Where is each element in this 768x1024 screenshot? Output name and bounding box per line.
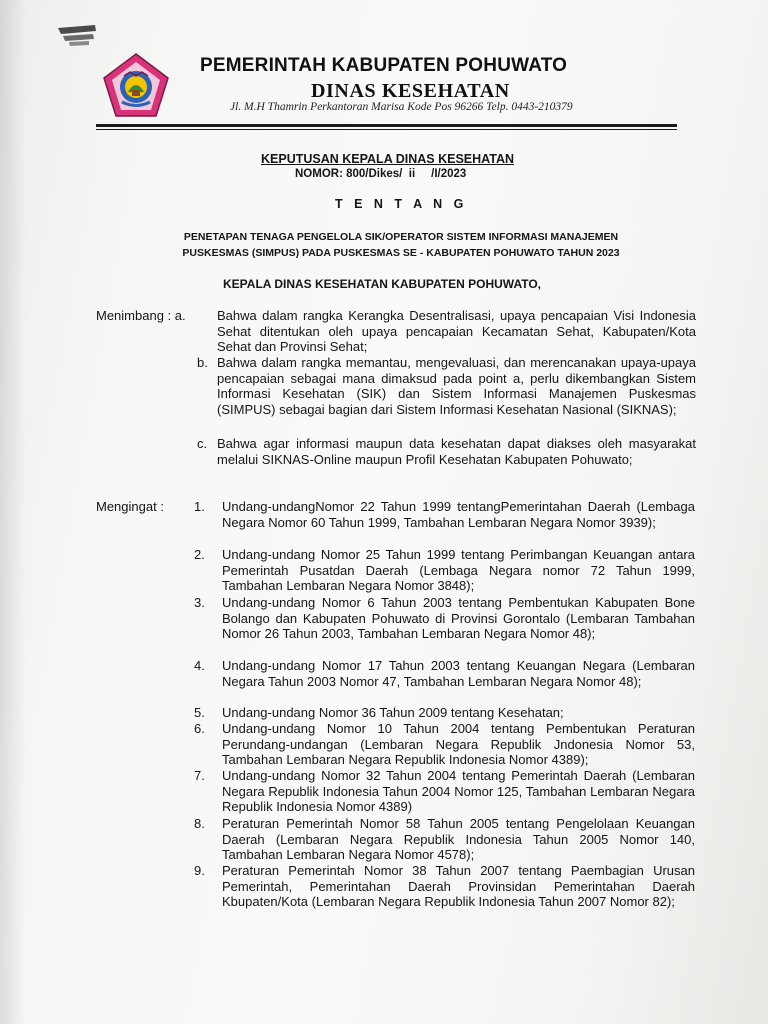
mengingat-marker-5: 5. bbox=[194, 705, 205, 720]
mengingat-item-1: Undang-undangNomor 22 Tahun 1999 tentangPemerintahan Daerah (Lembaga Negara Nomor 60 Tahun 1999, Tambahan Lembaran Negara Nomor 3939); bbox=[222, 499, 695, 530]
mengingat-item-3: Undang-undang Nomor 6 Tahun 2003 tentang Pembentukan Kabupaten Bone Bolango dan Kabupaten Pohuwato di Provinsi Gorontalo (Lembaran Tambahan Nomor 26 Tahun 2003, Tambahan Lembaran Negara Nomor 48); bbox=[222, 595, 695, 641]
menimbang-marker-c: c. bbox=[197, 436, 208, 451]
menimbang-item-b: Bahwa dalam rangka memantau, mengevaluasi, dan merencanakan upaya-upaya pencapaian sebagai mana dimaksud pada point a, perlu dikembangkan Sistem Informasi Kesehatan (SIK) dan Sistem Informasi Manajemen Puskesmas (SIMPUS) sebagai bagian dari Sistem Informasi Kesehatan Nasional (SIKNAS); bbox=[217, 355, 696, 417]
mengingat-marker-9: 9. bbox=[194, 863, 205, 878]
mengingat-marker-7: 7. bbox=[194, 768, 205, 783]
menimbang-item-a: Bahwa dalam rangka Kerangka Desentralisasi, upaya pencapaian Visi Indonesia Sehat ditentukan oleh upaya pencapaian Kecamatan Sehat, Kabupaten/Kota Sehat dan Provinsi Sehat; bbox=[217, 308, 696, 354]
about-heading: T E N T A N G bbox=[335, 197, 468, 211]
mengingat-marker-8: 8. bbox=[194, 816, 205, 831]
mengingat-item-4: Undang-undang Nomor 17 Tahun 2003 tentang Keuangan Negara (Lembaran Negara Tahun 2003 Nomor 47, Tambahan Lembaran Negara Nomor 48); bbox=[222, 658, 695, 689]
decision-title: KEPUTUSAN KEPALA DINAS KESEHATAN bbox=[261, 152, 515, 166]
mengingat-item-6: Undang-undang Nomor 10 Tahun 2004 tentang Pembentukan Peraturan Perundang-undangan (Lembaran Negara Republik Jndonesia Nomor 53, Tambahan Lembaran Negara Republik Indonesia Nomor 4389); bbox=[222, 721, 695, 767]
decision-subject: PENETAPAN TENAGA PENGELOLA SIK/OPERATOR SISTEM INFORMASI MANAJEMEN PUSKESMAS (SIMPUS) PADA PUSKESMAS SE - KABUPATEN POHUWATO TAHUN 2023 bbox=[182, 231, 620, 259]
page-shadow bbox=[0, 0, 26, 1024]
mengingat-item-5: Undang-undang Nomor 36 Tahun 2009 tentang Kesehatan; bbox=[222, 705, 564, 720]
mengingat-marker-3: 3. bbox=[194, 595, 205, 610]
regency-emblem-icon bbox=[102, 52, 170, 120]
menimbang-label: Menimbang : a. bbox=[96, 308, 186, 323]
menimbang-item-c: Bahwa agar informasi maupun data kesehatan dapat diakses oleh masyarakat melalui SIKNAS-Online maupun Profil Kesehatan Kabupaten Pohuwato; bbox=[217, 436, 696, 467]
mengingat-label: Mengingat : bbox=[96, 499, 164, 514]
mengingat-item-9: Peraturan Pemerintah Nomor 38 Tahun 2007 tentang Paembagian Urusan Pemerintah, Pemerintahan Daerah Provinsidan Pemerintahan Daerah Kbupaten/Kota (Lembaran Negara Republik Indonesia Tahun 2007 Nomor 82); bbox=[222, 863, 695, 909]
mengingat-marker-2: 2. bbox=[194, 547, 205, 562]
menimbang-marker-b: b. bbox=[197, 355, 208, 370]
department-name: DINAS KESEHATAN bbox=[311, 80, 510, 102]
mengingat-item-8: Peraturan Pemerintah Nomor 58 Tahun 2005 tentang Pengelolaan Keuangan Daerah (Lembaran Negara Republik Indonesia Tahun 2005 Nomor 140, Tambahan Lembaran Negara Nomor 4578); bbox=[222, 816, 695, 862]
letterhead-rule-thick bbox=[96, 124, 677, 127]
mengingat-marker-4: 4. bbox=[194, 658, 205, 673]
letterhead-rule-thin bbox=[96, 129, 677, 130]
mengingat-marker-1: 1. bbox=[194, 499, 205, 514]
mengingat-item-2: Undang-undang Nomor 25 Tahun 1999 tentang Perimbangan Keuangan antara Pemerintah Pusatdan Daerah (Lembaga Negara nomor 72 Tahun 1999, Tambahan Lembaran Negara Nomor 3848); bbox=[222, 547, 695, 593]
mengingat-item-7: Undang-undang Nomor 32 Tahun 2004 tentang Pemerintah Daerah (Lembaran Negara Republik Indonesia Tahun 2004 Nomor 125, Tambahan Lembaran Negara Republik Indonesia Nomor 4389) bbox=[222, 768, 695, 814]
issuing-authority: KEPALA DINAS KESEHATAN KABUPATEN POHUWATO, bbox=[223, 277, 542, 291]
office-address: Jl. M.H Thamrin Perkantoran Marisa Kode Pos 96266 Telp. 0443-210379 bbox=[230, 101, 573, 113]
government-name: PEMERINTAH KABUPATEN POHUWATO bbox=[200, 55, 568, 76]
paper-clip-icon bbox=[55, 22, 99, 48]
decision-number: NOMOR: 800/Dikes/ ii /I/2023 bbox=[295, 168, 467, 180]
mengingat-marker-6: 6. bbox=[194, 721, 205, 736]
